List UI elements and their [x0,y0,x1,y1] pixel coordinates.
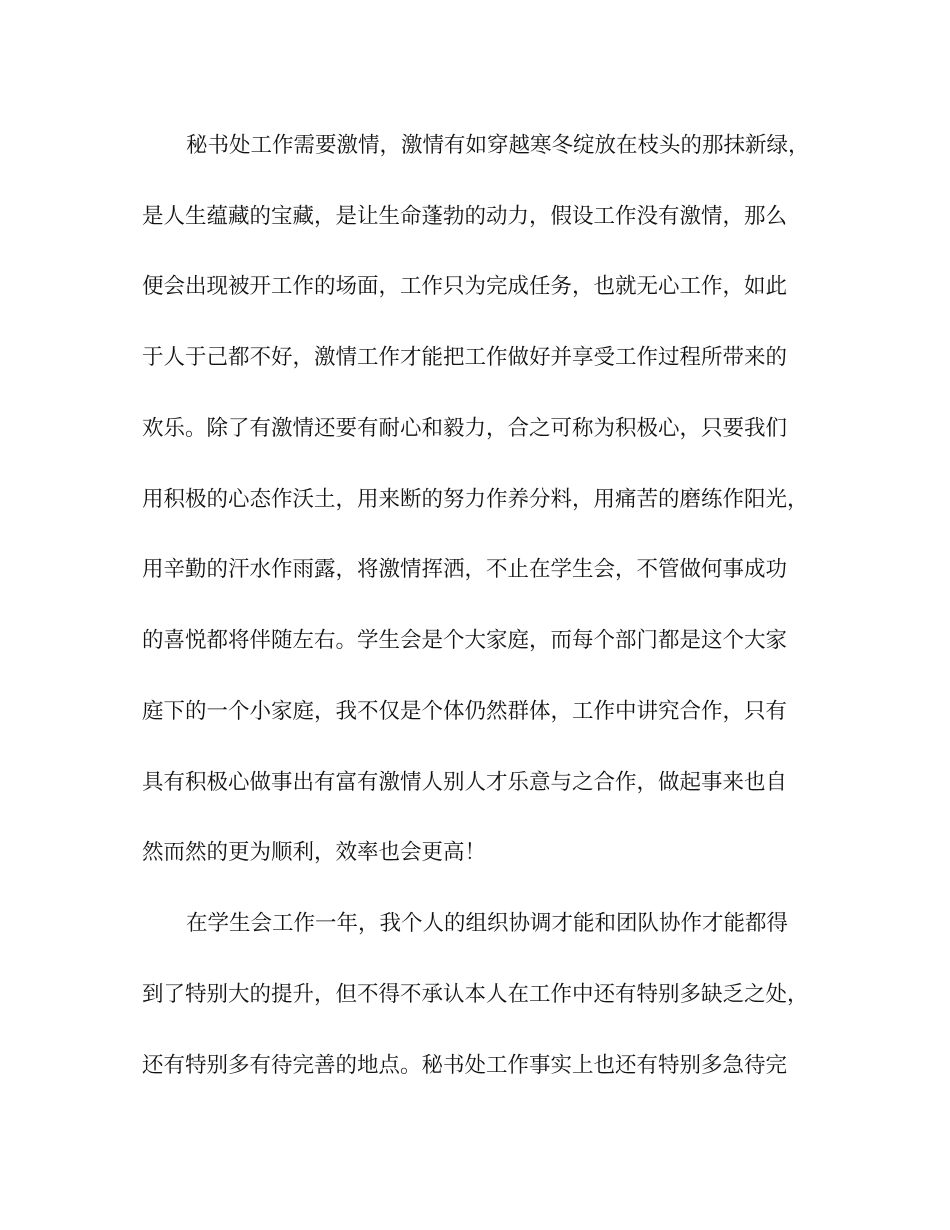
paragraph-1-line-10: 具有积极心做事出有富有激情人别人才乐意与之合作，做起事来也自 [142,770,788,795]
paragraph-2-line-1: 在学生会工作一年，我个人的组织协调才能和团队协作才能都得 [186,911,789,936]
paragraph-2-line-2: 到了特别大的提升，但不得不承认本人在工作中还有特别多缺乏之处， [142,982,809,1007]
paragraph-1-line-4: 于人于己都不好，激情工作才能把工作做好并享受工作过程所带来的 [142,345,788,370]
paragraph-1-line-5: 欢乐。除了有激情还要有耐心和毅力，合之可称为积极心，只要我们 [142,416,788,441]
paragraph-1-line-7: 用辛勤的汗水作雨露，将激情挥洒，不止在学生会，不管做何事成功 [142,557,788,582]
paragraph-1-line-11: 然而然的更为顺利，效率也会更高！ [142,840,487,865]
paragraph-1-line-3: 便会出现被开工作的场面，工作只为完成任务，也就无心工作，如此 [142,274,788,299]
paragraph-1-line-8: 的喜悦都将伴随左右。学生会是个大家庭，而每个部门都是这个大家 [142,628,788,653]
paragraph-1-line-6: 用积极的心态作沃土，用来断的努力作养分料，用痛苦的磨练作阳光， [142,487,809,512]
paragraph-1-line-9: 庭下的一个小家庭，我不仅是个体仍然群体，工作中讲究合作，只有 [142,699,788,724]
paragraph-1-line-1: 秘书处工作需要激情，激情有如穿越寒冬绽放在枝头的那抹新绿， [186,133,810,158]
paragraph-2-line-3: 还有特别多有待完善的地点。秘书处工作事实上也还有特别多急待完 [142,1053,788,1078]
paragraph-1-line-2: 是人生蕴藏的宝藏，是让生命蓬勃的动力，假设工作没有激情，那么 [142,204,788,229]
